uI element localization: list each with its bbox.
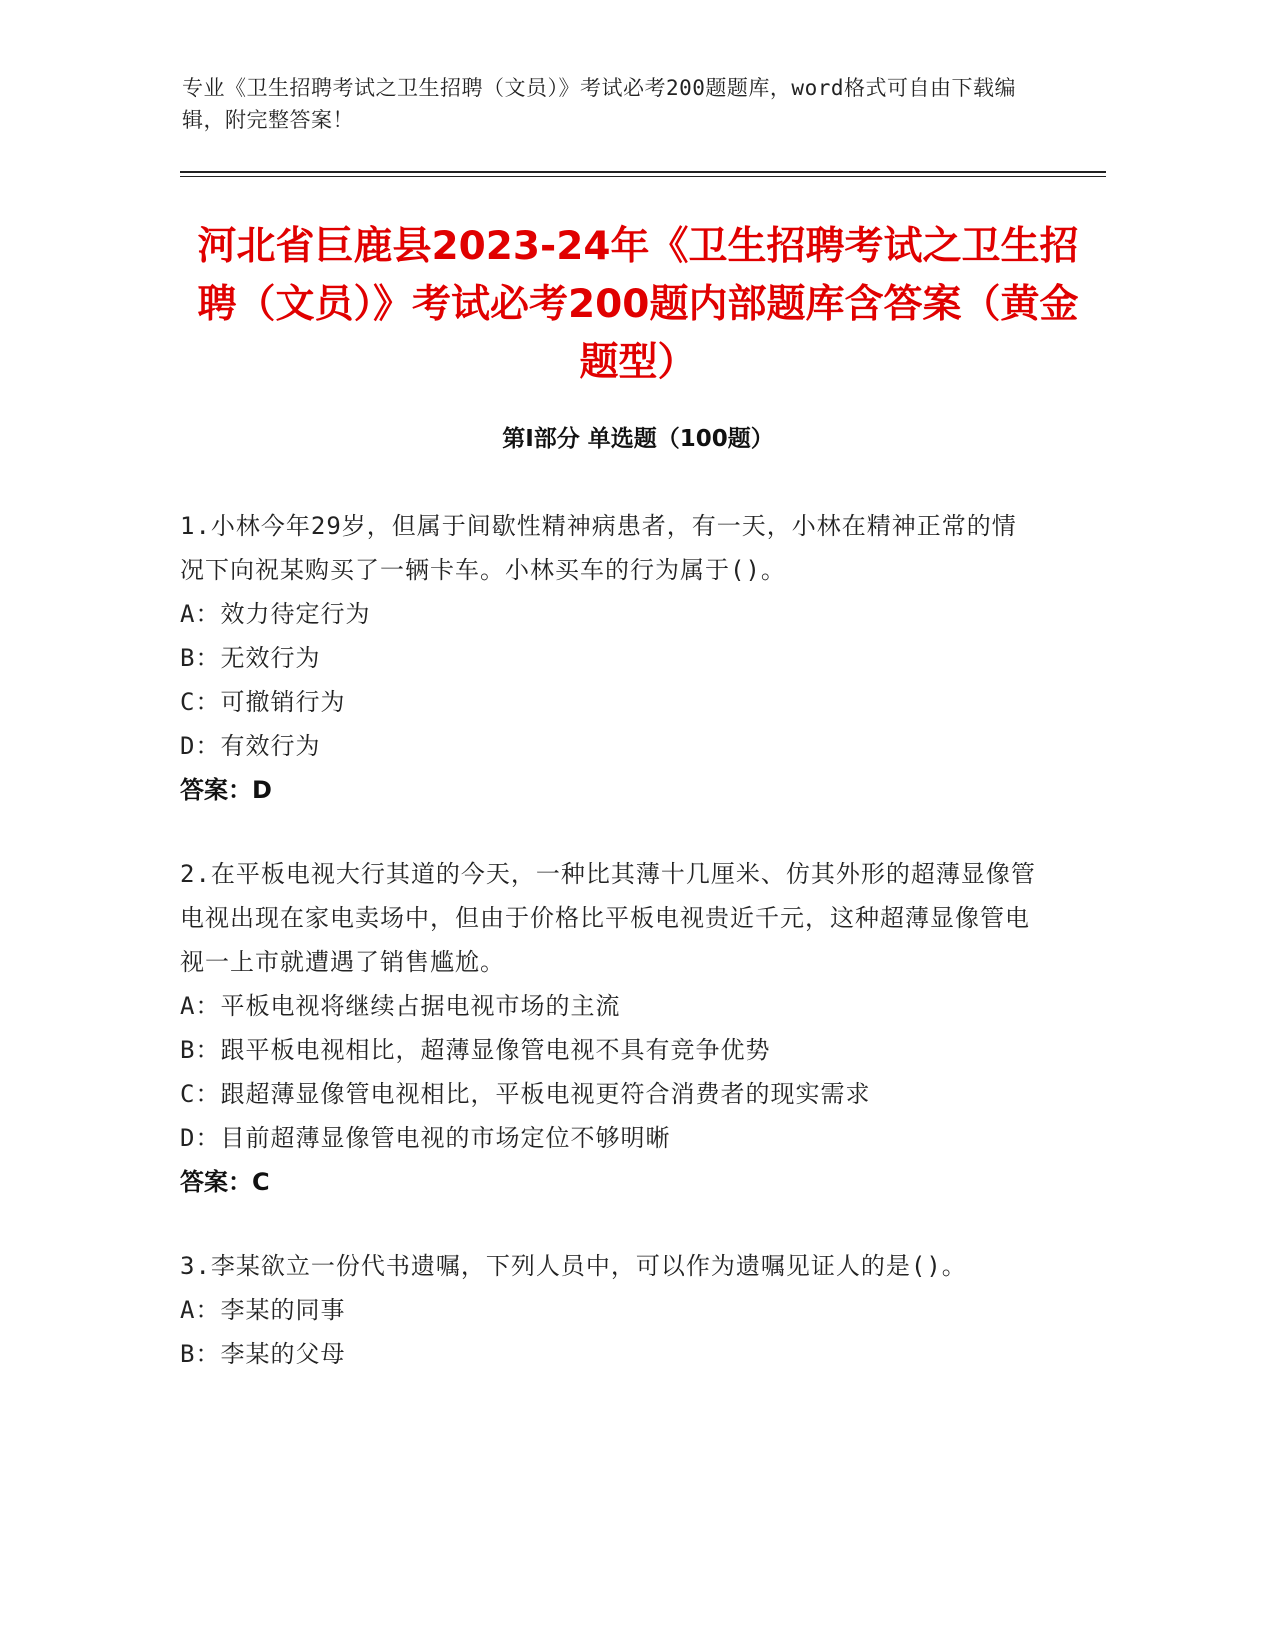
- question-3: [180, 1244, 1040, 1376]
- question-1: [180, 504, 1040, 812]
- question-2: [180, 852, 1040, 1204]
- question-stem: 2.在平板电视大行其道的今天，一种比其薄十几厘米、仿其外形的超薄显像管电视出现在家电卖场中，但由于价格比平板电视贵近千元，这种超薄显像管电视一上市就遭遇了销售尴尬。: [180, 860, 1036, 976]
- option-a: A：效力待定行为: [180, 600, 371, 628]
- option-b: B：跟平板电视相比，超薄显像管电视不具有竞争优势: [180, 1036, 771, 1064]
- section-heading: 第Ⅰ部分 单选题（100题）: [502, 426, 774, 452]
- option-a: A：李某的同事: [180, 1296, 346, 1324]
- option-b: B：李某的父母: [180, 1340, 346, 1368]
- answer: 答案：D: [180, 776, 272, 804]
- document-title: 河北省巨鹿县2023-24年《卫生招聘考试之卫生招聘（文员）》考试必考200题内部题库含答案（黄金题型）: [197, 224, 1079, 385]
- header-note: 专业《卫生招聘考试之卫生招聘（文员）》考试必考200题题库，word格式可自由下载编辑，附完整答案！: [182, 76, 1016, 132]
- option-d: D：目前超薄显像管电视的市场定位不够明晰: [180, 1124, 671, 1152]
- answer: 答案：C: [180, 1168, 270, 1196]
- option-a: A：平板电视将继续占据电视市场的主流: [180, 992, 621, 1020]
- option-c: C：跟超薄显像管电视相比，平板电视更符合消费者的现实需求: [180, 1080, 871, 1108]
- option-d: D：有效行为: [180, 732, 321, 760]
- question-stem: 1.小林今年29岁，但属于间歇性精神病患者，有一天，小林在精神正常的情况下向祝某购买了一辆卡车。小林买车的行为属于()。: [180, 512, 1017, 584]
- option-c: C：可撤销行为: [180, 688, 346, 716]
- header-divider-thin: [180, 176, 1106, 177]
- option-b: B：无效行为: [180, 644, 321, 672]
- question-stem: 3.李某欲立一份代书遗嘱，下列人员中，可以作为遗嘱见证人的是()。: [180, 1252, 967, 1280]
- header-divider-thick: [180, 171, 1106, 173]
